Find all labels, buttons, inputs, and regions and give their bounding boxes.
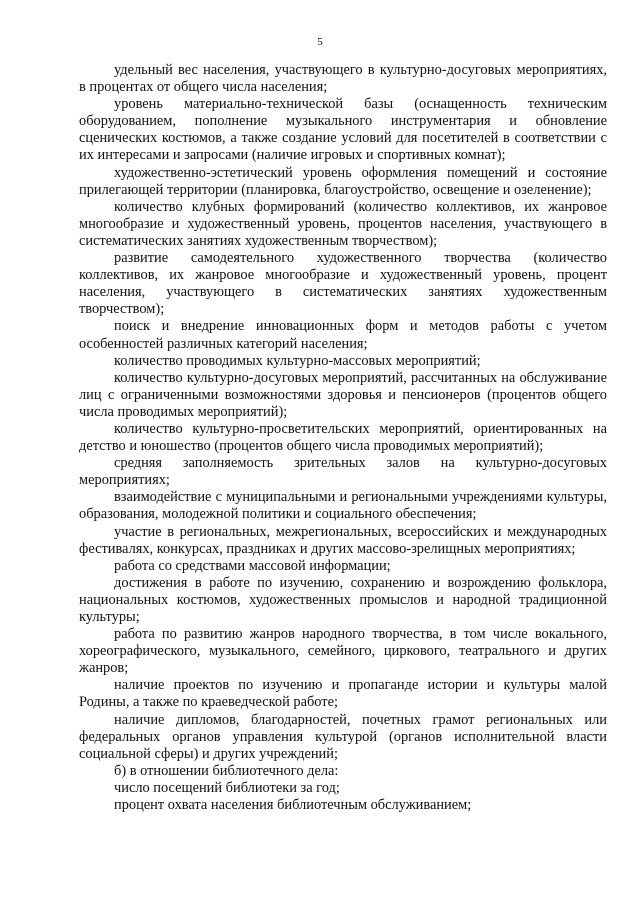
paragraph-20: процент охвата населения библиотечным обслуживанием; — [114, 797, 472, 814]
document-body — [79, 62, 607, 814]
paragraph-19: число посещений библиотеки за год; — [114, 779, 340, 796]
paragraph-8: количество культурно-досуговых мероприятий, рассчитанных на обслуживание лиц с ограниченными возможностями здоровья и пенсионеров (процентов общего числа проводимых мероприятий); — [79, 369, 607, 420]
paragraph-16: наличие проектов по изучению и пропаганде истории и культуры малой Родины, а также по краеведческой работе; — [79, 677, 607, 711]
paragraph-9: количество культурно-просветительских мероприятий, ориентированных на детство и юношество (процентов общего числа проводимых мероприятий); — [79, 420, 607, 455]
paragraph-11: взаимодействие с муниципальными и региональными учреждениями культуры, образования, молодежной политики и социального обеспечения; — [79, 489, 607, 523]
paragraph-12: участие в региональных, межрегиональных, всероссийских и международных фестивалях, конкурсах, праздниках и других массово-зрелищных мероприятиях; — [79, 523, 607, 557]
page-number: 5 — [317, 36, 323, 48]
paragraph-4: количество клубных формирований (количество коллективов, их жанровое многообразие и художественный уровень, процентов населения, участвующего в систематических занятиях художественным творчеством); — [79, 198, 607, 249]
paragraph-17: наличие дипломов, благодарностей, почетных грамот региональных или федеральных органов управления культурой (органов исполнительной власти социальной сферы) и других учреждений; — [79, 711, 607, 762]
section-heading-library: б) в отношении библиотечного дела: — [114, 762, 339, 779]
paragraph-6: поиск и внедрение инновационных форм и методов работы с учетом особенностей различных категорий населения; — [79, 318, 607, 352]
paragraph-10: средняя заполняемость зрительных залов на культурно-досуговых мероприятиях; — [79, 455, 607, 489]
paragraph-15: работа по развитию жанров народного творчества, в том числе вокального, хореографического, музыкального, семейного, циркового, театрального и других жанров; — [79, 626, 607, 677]
paragraph-1: удельный вес населения, участвующего в культурно-досуговых мероприятиях, в процентах от общего числа населения; — [79, 62, 607, 96]
paragraph-13: работа со средствами массовой информации; — [114, 557, 391, 574]
paragraph-3: художественно-эстетический уровень оформления помещений и состояние прилегающей территории (планировка, благоустройство, освещение и озеленение); — [79, 164, 607, 198]
paragraph-2: уровень материально-технической базы (оснащенность техническим оборудованием, пополнение музыкального инструментария и обновление сценических костюмов, а также создание условий для посетителей в соответствии с их интересами и запросами (наличие игровых и спортивных комнат); — [79, 96, 607, 164]
paragraph-7: количество проводимых культурно-массовых мероприятий; — [114, 352, 481, 369]
paragraph-14: достижения в работе по изучению, сохранению и возрождению фольклора, национальных костюмов, художественных промыслов и народной традиционной культуры; — [79, 574, 607, 625]
paragraph-5: развитие самодеятельного художественного творчества (количество коллективов, их жанровое многообразие и художественный уровень, процент населения, участвующего в систематических занятиях художественным творчеством); — [79, 250, 607, 318]
